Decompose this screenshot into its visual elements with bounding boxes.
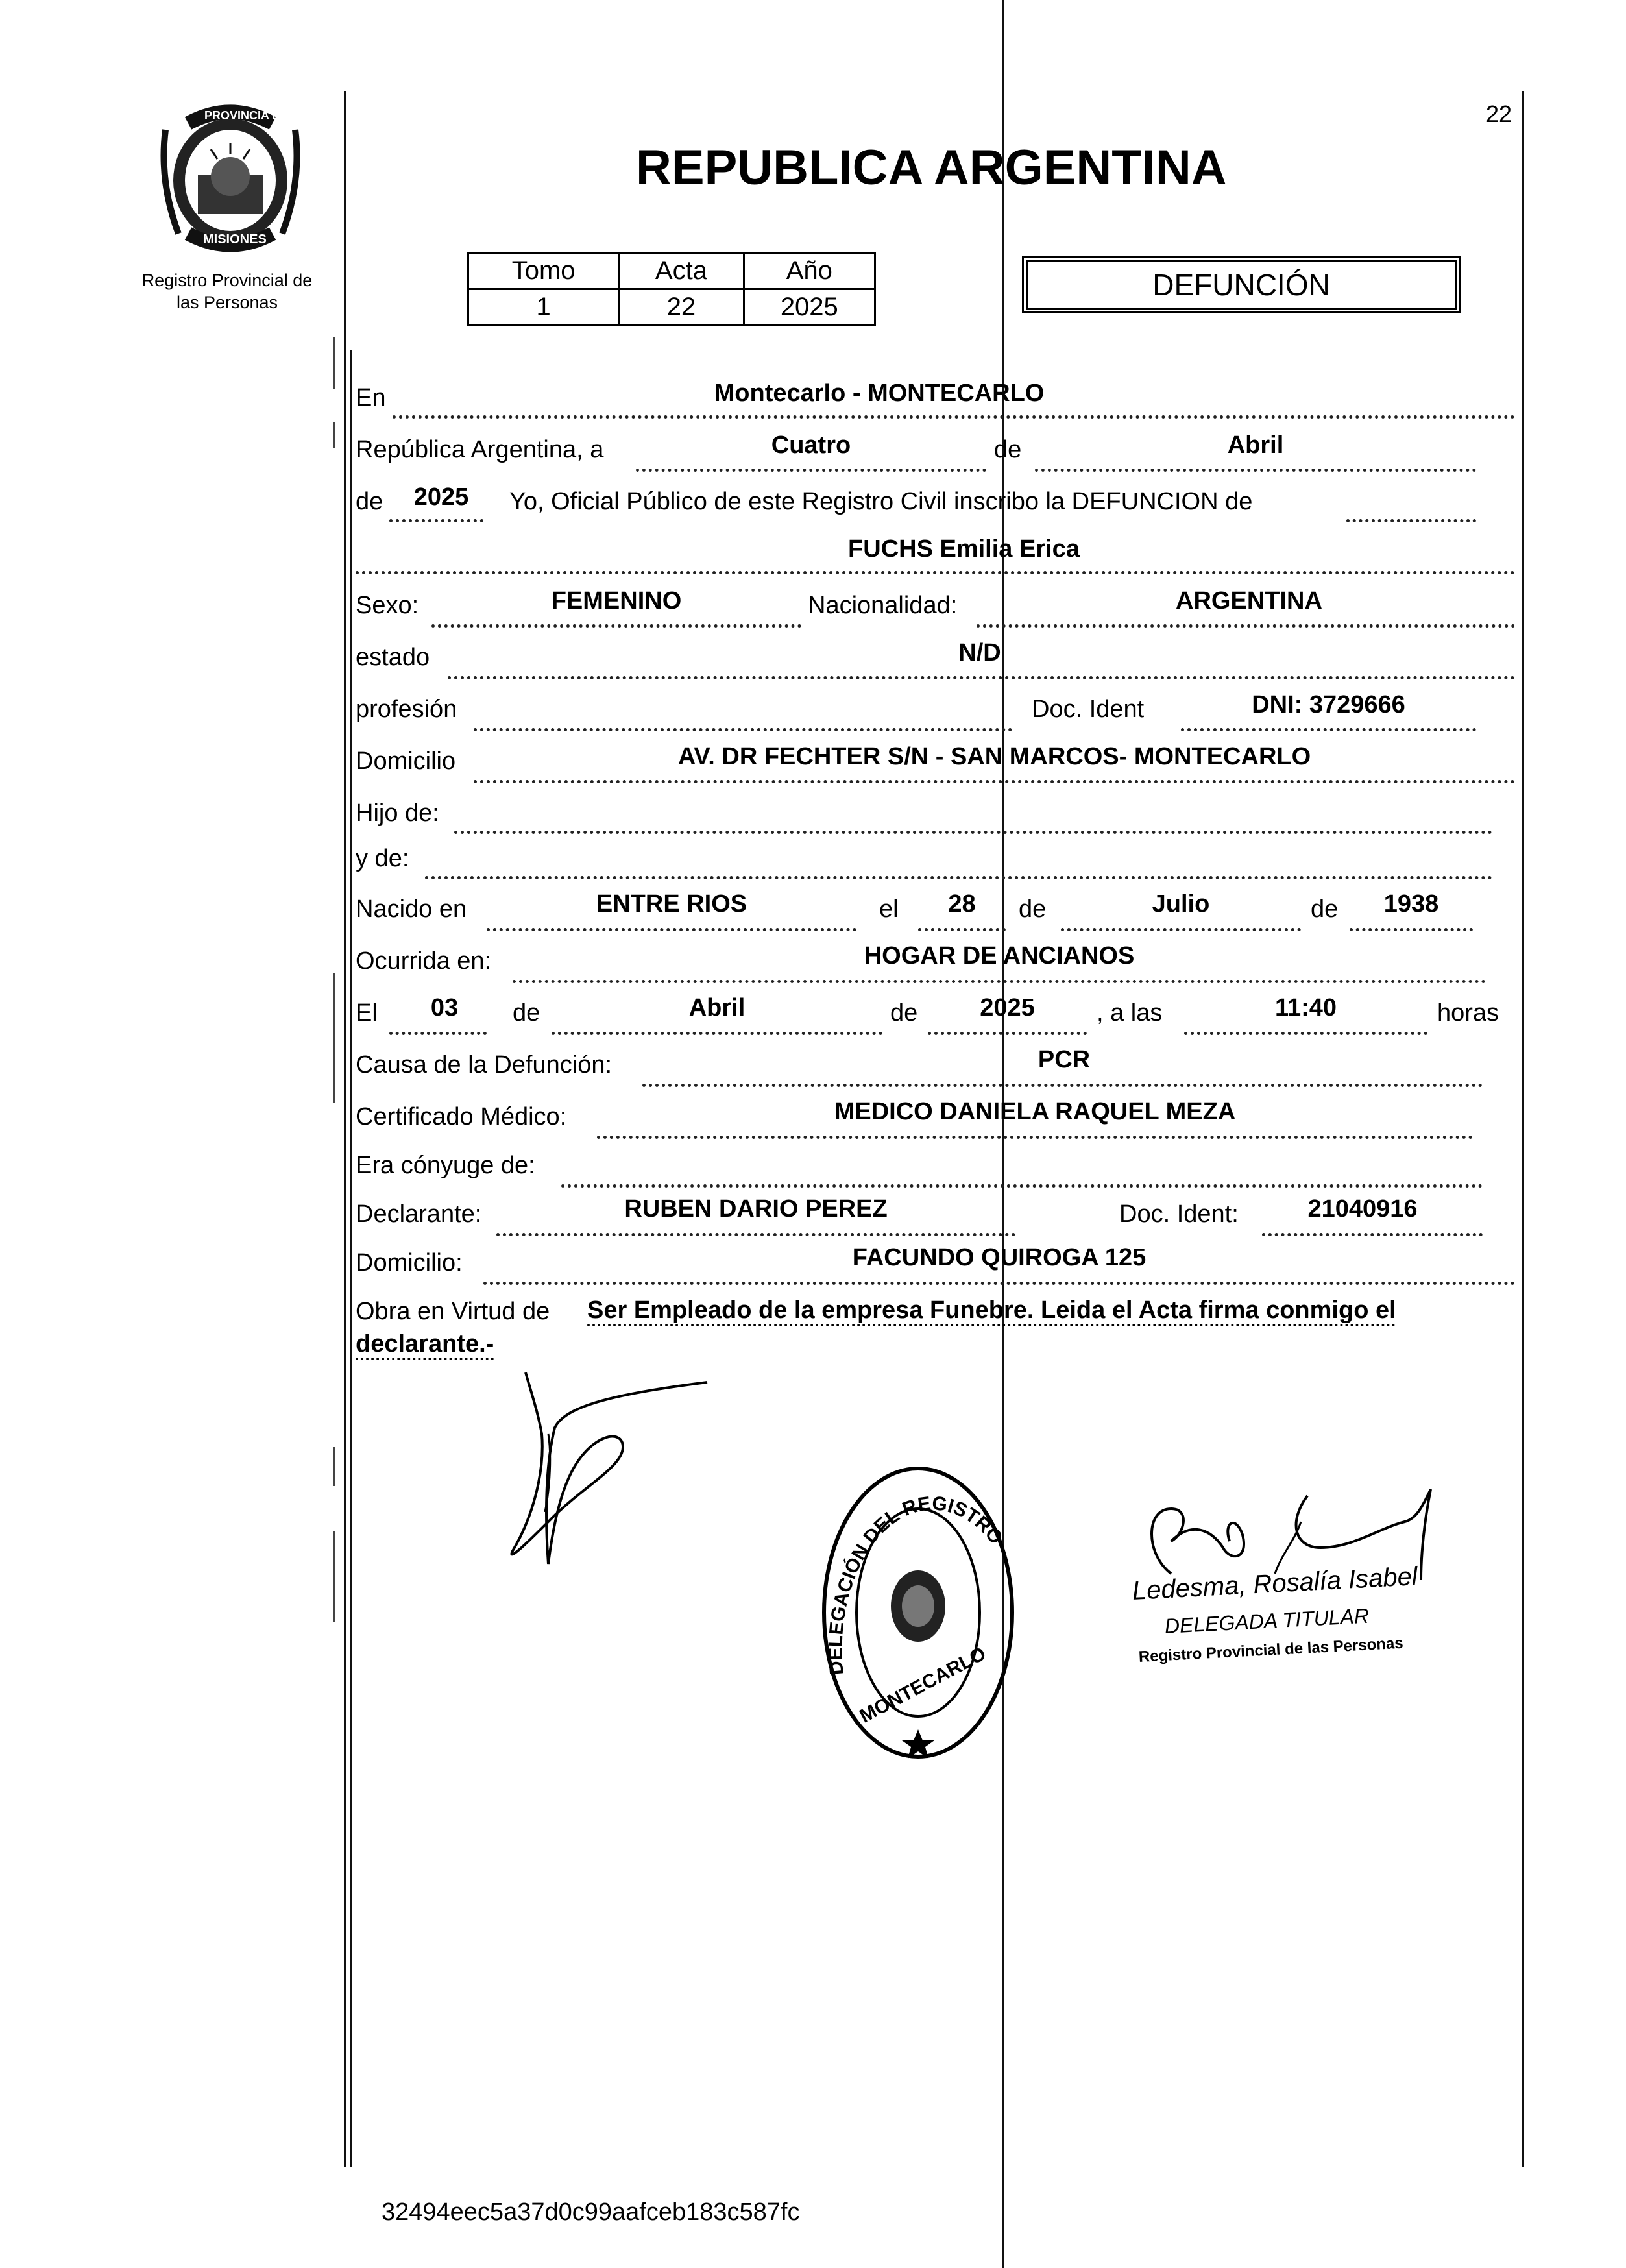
declarante-label: Declarante: xyxy=(356,1201,482,1228)
domicilio2-value: FACUNDO QUIROGA 125 xyxy=(852,1244,1147,1271)
table-header-tomo: Tomo xyxy=(468,253,619,289)
dotted-line xyxy=(474,728,1012,731)
dotted-line xyxy=(389,519,483,522)
def-de2-label: de xyxy=(890,999,918,1027)
right-margin-line xyxy=(1522,91,1524,2167)
nacido-lugar-value: ENTRE RIOS xyxy=(596,890,747,918)
dotted-line xyxy=(356,571,1515,574)
dotted-line xyxy=(425,876,1492,879)
table-value-anio: 2025 xyxy=(744,289,875,326)
margin-mark xyxy=(333,973,335,1103)
dotted-line xyxy=(1181,728,1476,731)
dotted-line xyxy=(1350,928,1473,931)
nacido-de2-label: de xyxy=(1311,896,1339,923)
margin-mark xyxy=(333,1531,335,1622)
estado-label: estado xyxy=(356,644,430,671)
dotted-line xyxy=(597,1136,1473,1139)
declarant-signature xyxy=(493,1369,727,1583)
dotted-line xyxy=(1262,1233,1483,1236)
table-value-acta: 22 xyxy=(619,289,744,326)
dotted-line xyxy=(918,928,1006,931)
el-label: el xyxy=(879,896,899,923)
registry-line1: Registro Provincial de xyxy=(141,271,313,290)
table-header-acta: Acta xyxy=(619,253,744,289)
def-mes-value: Abril xyxy=(688,994,746,1021)
doc2-label: Doc. Ident: xyxy=(1119,1201,1239,1228)
certificado-value: MEDICO DANIELA RAQUEL MEZA xyxy=(834,1098,1236,1125)
doc-label: Doc. Ident xyxy=(1032,696,1145,723)
ocurrida-label: Ocurrida en: xyxy=(356,947,492,975)
nacido-de1-label: de xyxy=(1019,896,1047,923)
sexo-label: Sexo: xyxy=(356,592,419,619)
dotted-line xyxy=(389,1032,487,1035)
domicilio-label: Domicilio xyxy=(356,748,456,775)
mes-value: Abril xyxy=(1227,432,1284,459)
ocurrida-value: HOGAR DE ANCIANOS xyxy=(864,942,1135,969)
officer-name: Ledesma, Rosalía Isabel xyxy=(1131,1561,1418,1605)
oficial-text: Yo, Oficial Público de este Registro Civil inscribo la DEFUNCION de xyxy=(509,488,1253,515)
dotted-line xyxy=(483,1282,1515,1285)
fecha-label: República Argentina, a xyxy=(356,436,604,463)
causa-value: PCR xyxy=(1037,1046,1091,1073)
dotted-line xyxy=(642,1084,1483,1087)
nacido-mes-value: Julio xyxy=(1152,890,1210,918)
obra-line2: declarante.- xyxy=(356,1330,494,1358)
emblem-text-top: PROVINCIA DE xyxy=(204,109,289,122)
dotted-line xyxy=(977,624,1515,628)
dotted-line xyxy=(552,1032,882,1035)
margin-mark xyxy=(333,1447,335,1486)
seal-inner-text: MONTECARLO xyxy=(856,1642,989,1727)
de-label: de xyxy=(994,436,1022,463)
table-value-tomo: 1 xyxy=(468,289,619,326)
estado-value: N/D xyxy=(958,639,1001,666)
officer-title: DELEGADA TITULAR xyxy=(1164,1603,1370,1638)
doc2-value: 21040916 xyxy=(1307,1195,1418,1223)
yde-label: y de: xyxy=(356,845,409,872)
nacido-dia-value: 28 xyxy=(948,890,976,918)
emblem-text-bottom: MISIONES xyxy=(203,232,267,247)
dotted-line xyxy=(561,1184,1483,1188)
dotted-line xyxy=(454,831,1492,834)
official-seal xyxy=(818,1460,1019,1765)
anio-value: 2025 xyxy=(413,483,469,511)
dotted-line xyxy=(448,676,1515,679)
obra-line1: Ser Empleado de la empresa Funebre. Leida el Acta firma conmigo el xyxy=(587,1297,1396,1324)
conyuge-label: Era cónyuge de: xyxy=(356,1152,535,1179)
profesion-label: profesión xyxy=(356,696,457,723)
hijo-label: Hijo de: xyxy=(356,799,439,827)
seal-outer-path: DELEGACIÓN DEL REGISTRO xyxy=(825,1493,1007,1676)
nacido-label: Nacido en xyxy=(356,896,467,923)
causa-label: Causa de la Defunción: xyxy=(356,1051,613,1079)
def-dia-value: 03 xyxy=(430,994,459,1021)
sexo-value: FEMENINO xyxy=(551,587,682,615)
lugar-label: En xyxy=(356,384,386,411)
dotted-line xyxy=(928,1032,1087,1035)
nacionalidad-label: Nacionalidad: xyxy=(808,592,958,619)
nacionalidad-value: ARGENTINA xyxy=(1176,587,1322,615)
de2-label: de xyxy=(356,488,383,515)
dotted-line xyxy=(496,1233,1015,1236)
domicilio2-label: Domicilio: xyxy=(356,1249,463,1276)
nombre-value: FUCHS Emilia Erica xyxy=(848,535,1080,563)
page-number: 22 xyxy=(1486,101,1512,127)
registry-caption xyxy=(117,269,337,313)
declarante-value: RUBEN DARIO PEREZ xyxy=(624,1195,888,1223)
certificado-label: Certificado Médico: xyxy=(356,1103,567,1130)
def-anio-value: 2025 xyxy=(980,994,1035,1021)
margin-mark xyxy=(333,422,335,448)
dotted-line xyxy=(1035,469,1476,472)
def-hora-value: 11:40 xyxy=(1274,994,1337,1021)
margin-mark xyxy=(333,337,335,389)
document-hash: 32494eec5a37d0c99aafceb183c587fc xyxy=(382,2199,800,2226)
def-de1-label: de xyxy=(513,999,540,1027)
record-table xyxy=(467,252,876,326)
page-title: REPUBLICA ARGENTINA xyxy=(636,140,1227,195)
fold-line xyxy=(1002,0,1004,2268)
obra-label: Obra en Virtud de xyxy=(356,1298,550,1325)
nacido-anio-value: 1938 xyxy=(1383,890,1439,918)
dotted-line xyxy=(1184,1032,1427,1035)
dotted-line xyxy=(487,928,856,931)
dotted-line xyxy=(474,780,1515,783)
misiones-emblem xyxy=(152,104,308,253)
record-type: DEFUNCIÓN xyxy=(1152,268,1330,302)
dia-value: Cuatro xyxy=(771,432,851,459)
dotted-line xyxy=(393,415,1515,419)
domicilio-value: AV. DR FECHTER S/N - SAN MARCOS- MONTECARLO xyxy=(677,743,1311,770)
dotted-line xyxy=(431,624,801,628)
alas-label: , a las xyxy=(1097,999,1163,1027)
dotted-line xyxy=(636,469,986,472)
dotted-line xyxy=(1346,519,1476,522)
doc-value: DNI: 3729666 xyxy=(1252,691,1405,718)
dotted-line xyxy=(513,980,1486,983)
registry-line2: las Personas xyxy=(176,293,278,312)
el2-label: El xyxy=(356,999,378,1027)
table-header-anio: Año xyxy=(744,253,875,289)
dotted-line xyxy=(1061,928,1301,931)
record-type-box xyxy=(1022,256,1461,313)
left-margin-line-inner xyxy=(350,350,352,2167)
left-margin-line xyxy=(344,91,346,2167)
lugar-value: Montecarlo - MONTECARLO xyxy=(714,380,1045,407)
officer-office: Registro Provincial de las Personas xyxy=(1138,1634,1404,1666)
horas-label: horas xyxy=(1437,999,1499,1027)
